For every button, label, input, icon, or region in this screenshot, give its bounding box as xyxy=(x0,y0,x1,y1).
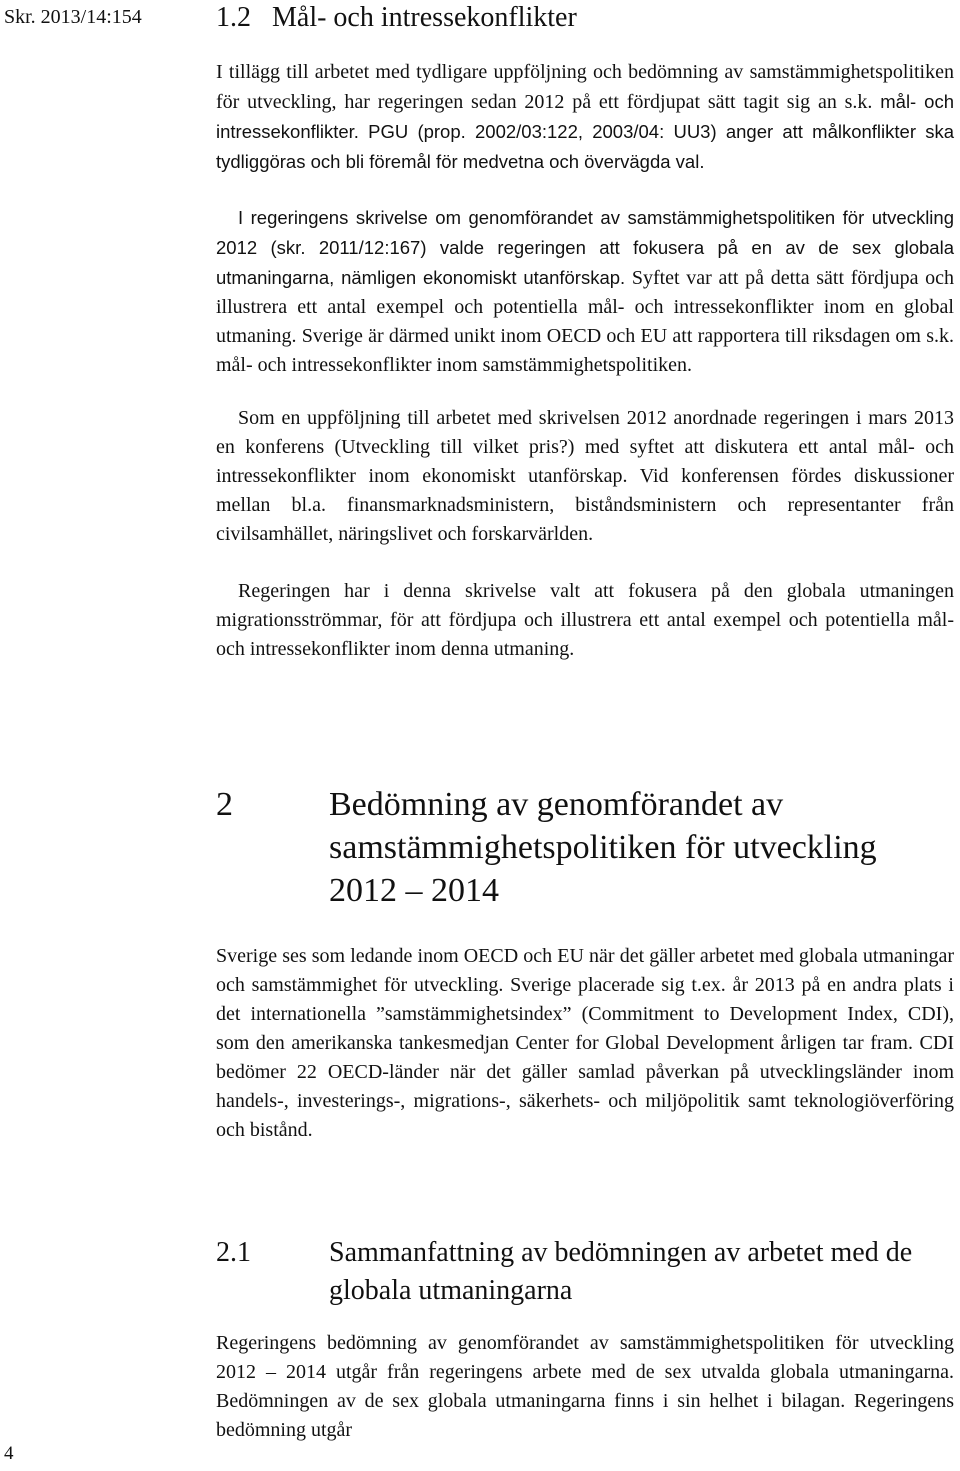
section-heading-2 xyxy=(216,783,949,912)
paragraph xyxy=(216,58,954,177)
paragraph xyxy=(216,1329,954,1445)
paragraph-text: I regeringens skrivelse om genomförandet av samstämmighetspolitiken för utveckling 2012 (skr. 2011/12:167) valde regeringen att fokusera på en av de sex globala utmaningarna, nämligen ekonomiskt utanförskap. xyxy=(216,207,954,288)
page-number: 4 xyxy=(4,1443,14,1464)
paragraph-text: mål- och intressekonflikter. PGU (prop. 2002/03:122, 2003/04: UU3) anger att målkonflikter ska tydliggöras och bli föremål för medvetna och övervägda val. xyxy=(216,91,955,172)
section-number: 2 xyxy=(216,786,233,823)
paragraph xyxy=(216,404,954,549)
section-number: 1.2 xyxy=(216,2,251,33)
paragraph-text: I tillägg till arbetet med tydligare uppföljning och bedömning av samstämmighetspolitiken för utveckling, har regeringen sedan 2012 på ett fördjupat sätt tagit sig an s.k. xyxy=(216,61,954,113)
section-title: Bedömning av genomförandet av samstämmighetspolitiken för utveckling 2012 – 2014 xyxy=(329,786,877,909)
section-title: Sammanfattning av bedömningen av arbetet med de globala utmaningarna xyxy=(329,1237,913,1306)
section-heading-1-2 xyxy=(216,2,577,34)
paragraph xyxy=(216,203,954,380)
paragraph xyxy=(216,942,954,1145)
document-reference: Skr. 2013/14:154 xyxy=(4,6,142,28)
paragraph-text: Som en uppföljning till arbetet med skrivelsen 2012 anordnade regeringen i mars 2013 en konferens (Utveckling till vilket pris?) med syftet att diskutera ett antal mål- och intressekonflikter inom ekonomiskt utanförskap. Vid konferensen fördes diskussioner mellan bl.a. finansmarknadsministern, biståndsministern och representanter från civilsamhället, näringslivet och forskarvärlden. xyxy=(216,407,954,545)
paragraph-text: Regeringen har i denna skrivelse valt att fokusera på den globala utmaningen migrationsströmmar, för att fördjupa och illustrera ett antal exempel och potentiella mål- och intressekonflikter inom denna utmaning. xyxy=(216,580,954,660)
paragraph-text: Regeringens bedömning av genomförandet av samstämmighetspolitiken för utveckling 2012 – 2014 utgår från regeringens arbete med de sex utvalda globala utmaningarna. Bedömningen av de sex globala utmaningarna finns i sin helhet i bilagan. Regeringens bedömning utgår xyxy=(216,1332,954,1441)
section-number: 2.1 xyxy=(216,1237,251,1268)
paragraph-text: Sverige ses som ledande inom OECD och EU när det gäller arbetet med globala utmaningar och samstämmighet för utveckling. Sverige placerade sig t.ex. år 2013 på en andra plats i det internationella ”samstämmighetsindex” (Commitment to Development Index, CDI), som den amerikanska tankesmedjan Center for Global Development årligen tar fram. CDI bedömer 22 OECD-länder när det gäller samlad påverkan på utvecklingsländer inom handels-, investerings-, migrations-, säkerhets- och miljöpolitik samt teknologiöverföring och bistånd. xyxy=(216,945,954,1141)
paragraph-text: Syftet var att på detta sätt fördjupa och illustrera ett antal exempel och potentiella mål- och intressekonflikter inom en global utmaning. Sverige är därmed unikt inom OECD och EU att rapportera till riksdagen om s.k. mål- och intressekonflikter inom samstämmighetspolitiken. xyxy=(216,267,954,376)
section-title: Mål- och intressekonflikter xyxy=(272,2,577,33)
paragraph xyxy=(216,577,954,664)
section-heading-2-1 xyxy=(216,1234,939,1310)
